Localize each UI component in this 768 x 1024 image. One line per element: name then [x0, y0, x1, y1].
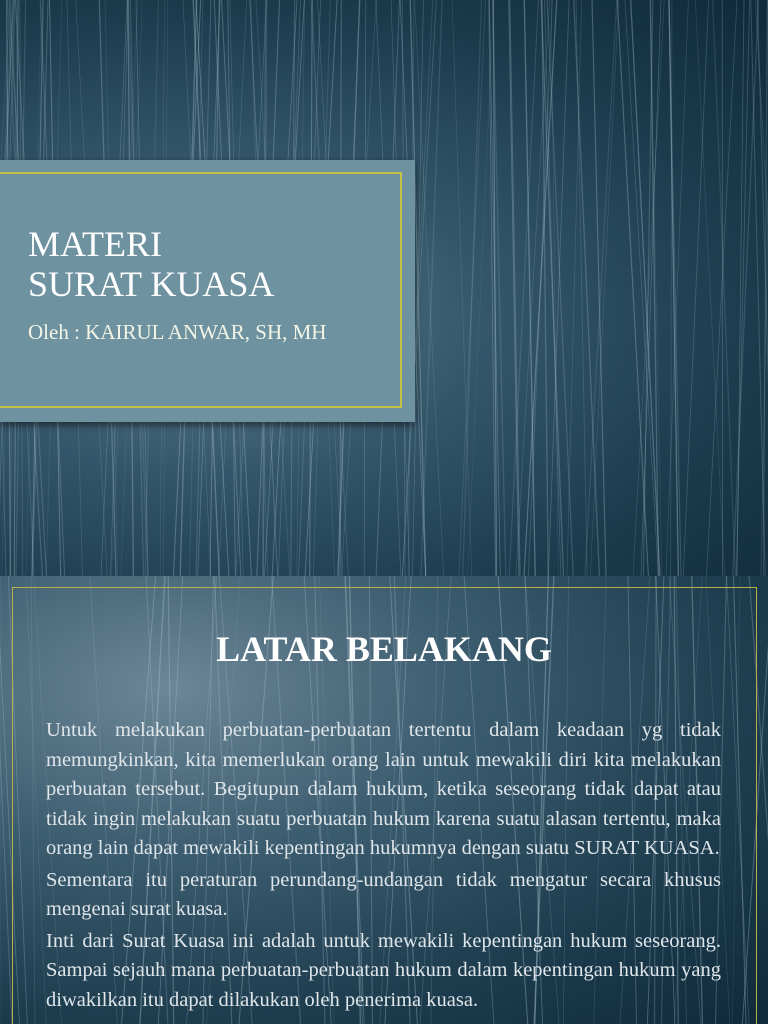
slide-title-line-1: MATERI	[28, 224, 162, 264]
section-heading: LATAR BELAKANG	[216, 629, 552, 669]
slide-title	[28, 224, 274, 304]
slide-author: Oleh : KAIRUL ANWAR, SH, MH	[28, 320, 327, 344]
section-body	[46, 716, 721, 1017]
body-paragraph: Untuk melakukan perbuatan-perbuatan tertentu dalam keadaan yg tidak memungkinkan, kita memerlukan orang lain untuk mewakili diri kita melakukan perbuatan tersebut. Begitupun dalam hukum, ketika seseorang tidak dapat atau tidak ingin melakukan suatu perbuatan hukum karena suatu alasan tertentu, maka orang lain dapat mewakili kepentingan hukumnya dengan suatu SURAT KUASA.	[46, 719, 721, 859]
slide-title-line-2: SURAT KUASA	[28, 264, 275, 304]
body-paragraph: Sementara itu peraturan perundang-undangan tidak mengatur secara khusus mengenai surat kuasa.	[46, 868, 721, 920]
body-paragraph: Inti dari Surat Kuasa ini adalah untuk mewakili kepentingan hukum seseorang. Sampai sejauh mana perbuatan-perbuatan hukum dalam kepentingan hukum yang diwakilkan itu dapat dilakukan oleh penerima kuasa.	[46, 929, 721, 1011]
content-slide	[0, 576, 768, 1024]
